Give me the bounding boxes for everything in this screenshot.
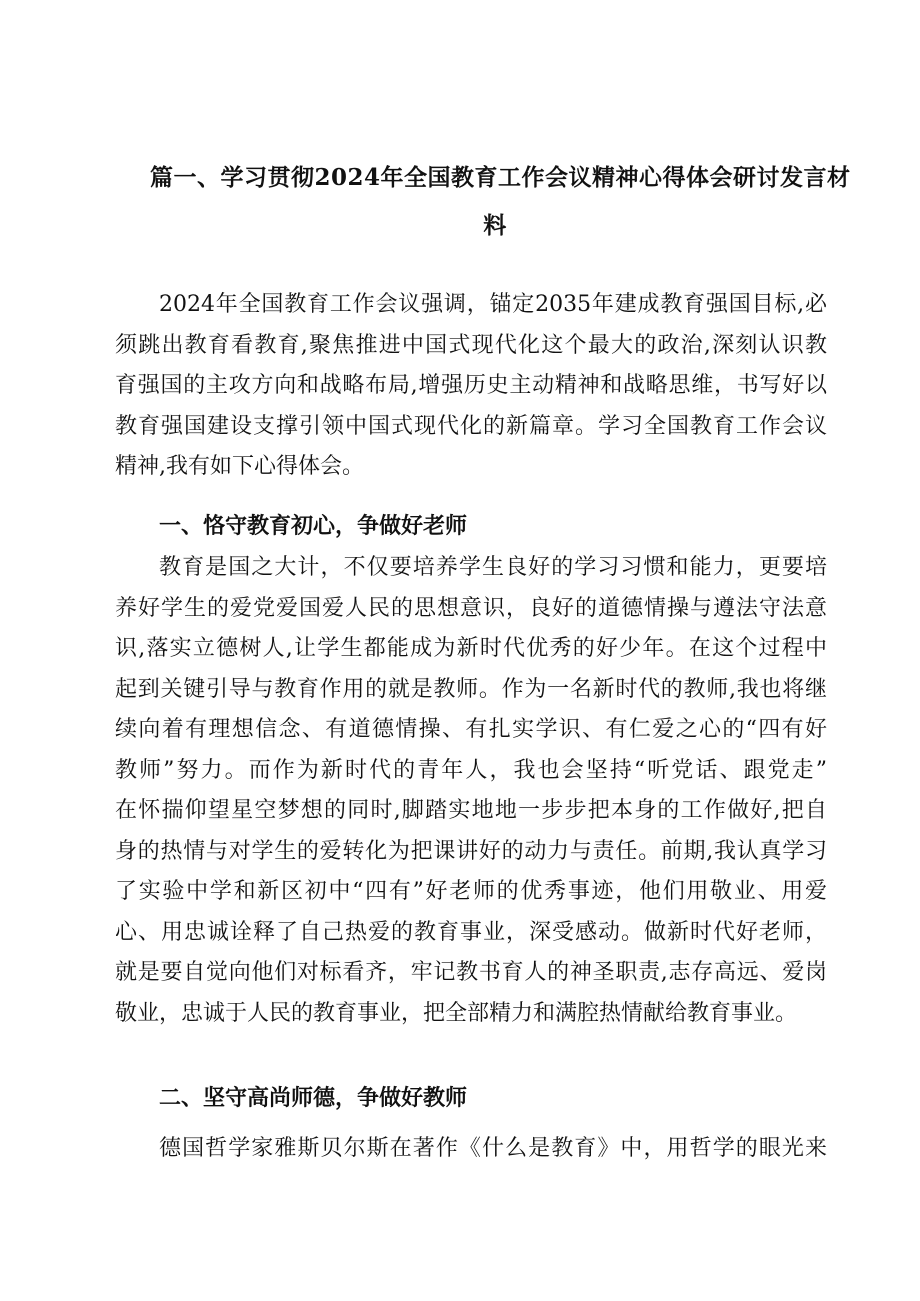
document-title xyxy=(150,154,851,250)
paragraph-line: 身的热情与对学生的爱转化为把课讲好的动力与责任。前期,我认真学习 xyxy=(115,838,827,864)
intro-line: 育强国的主攻方向和战略布局,增强历史主动精神和战略思维，书写好以 xyxy=(115,373,827,398)
paragraph-line: 识,落实立德树人,让学生都能成为新时代优秀的好少年。在这个过程中 xyxy=(115,636,827,661)
section2-paragraph xyxy=(115,1129,827,1170)
intro-paragraph xyxy=(115,285,827,488)
paragraph-line: 教师”努力。而作为新时代的青年人，我也会坚持“听党话、跟党走” xyxy=(115,757,827,783)
section1-paragraph xyxy=(115,548,827,1034)
section-heading-2: 二、坚守高尚师德，争做好教师 xyxy=(159,1085,468,1111)
paragraph-line: 了实验中学和新区初中“四有”好老师的优秀事迹，他们用敬业、用爱 xyxy=(115,879,827,904)
title-line-1: 篇一、学习贯彻2024年全国教育工作会议精神心得体会研讨发言材 xyxy=(150,164,851,191)
intro-line: 2024年全国教育工作会议强调，锚定2035年建成教育强国目标,必 xyxy=(159,292,827,317)
paragraph-line: 就是要自觉向他们对标看齐，牢记教书育人的神圣职责,志存高远、爱岗 xyxy=(115,960,827,985)
paragraph-line: 德国哲学家雅斯贝尔斯在著作《什么是教育》中，用哲学的眼光来 xyxy=(159,1136,827,1161)
paragraph-line: 在怀揣仰望星空梦想的同时,脚踏实地地一步步把本身的工作做好,把自 xyxy=(115,798,827,823)
paragraph-line: 起到关键引导与教育作用的就是教师。作为一名新时代的教师,我也将继 xyxy=(115,676,827,702)
paragraph-line: 续向着有理想信念、有道德情操、有扎实学识、有仁爱之心的“四有好 xyxy=(115,717,827,742)
paragraph-line: 敬业，忠诚于人民的教育事业，把全部精力和满腔热情献给教育事业。 xyxy=(115,1000,798,1026)
intro-line: 教育强国建设支撑引领中国式现代化的新篇章。学习全国教育工作会议 xyxy=(115,413,827,439)
paragraph-line: 养好学生的爱党爱国爱人民的思想意识，良好的道德情操与遵法守法意 xyxy=(115,595,827,621)
paragraph-line: 心、用忠诚诠释了自己热爱的教育事业，深受感动。做新时代好老师， xyxy=(115,919,827,945)
intro-line: 须跳出教育看教育,聚焦推进中国式现代化这个最大的政治,深刻认识教 xyxy=(115,332,827,358)
title-line-2: 料 xyxy=(483,212,507,239)
paragraph-line: 教育是国之大计，不仅要培养学生良好的学习习惯和能力，更要培 xyxy=(159,555,827,580)
section-heading-1: 一、恪守教育初心，争做好老师 xyxy=(159,513,468,539)
intro-line: 精神,我有如下心得体会。 xyxy=(115,454,364,479)
